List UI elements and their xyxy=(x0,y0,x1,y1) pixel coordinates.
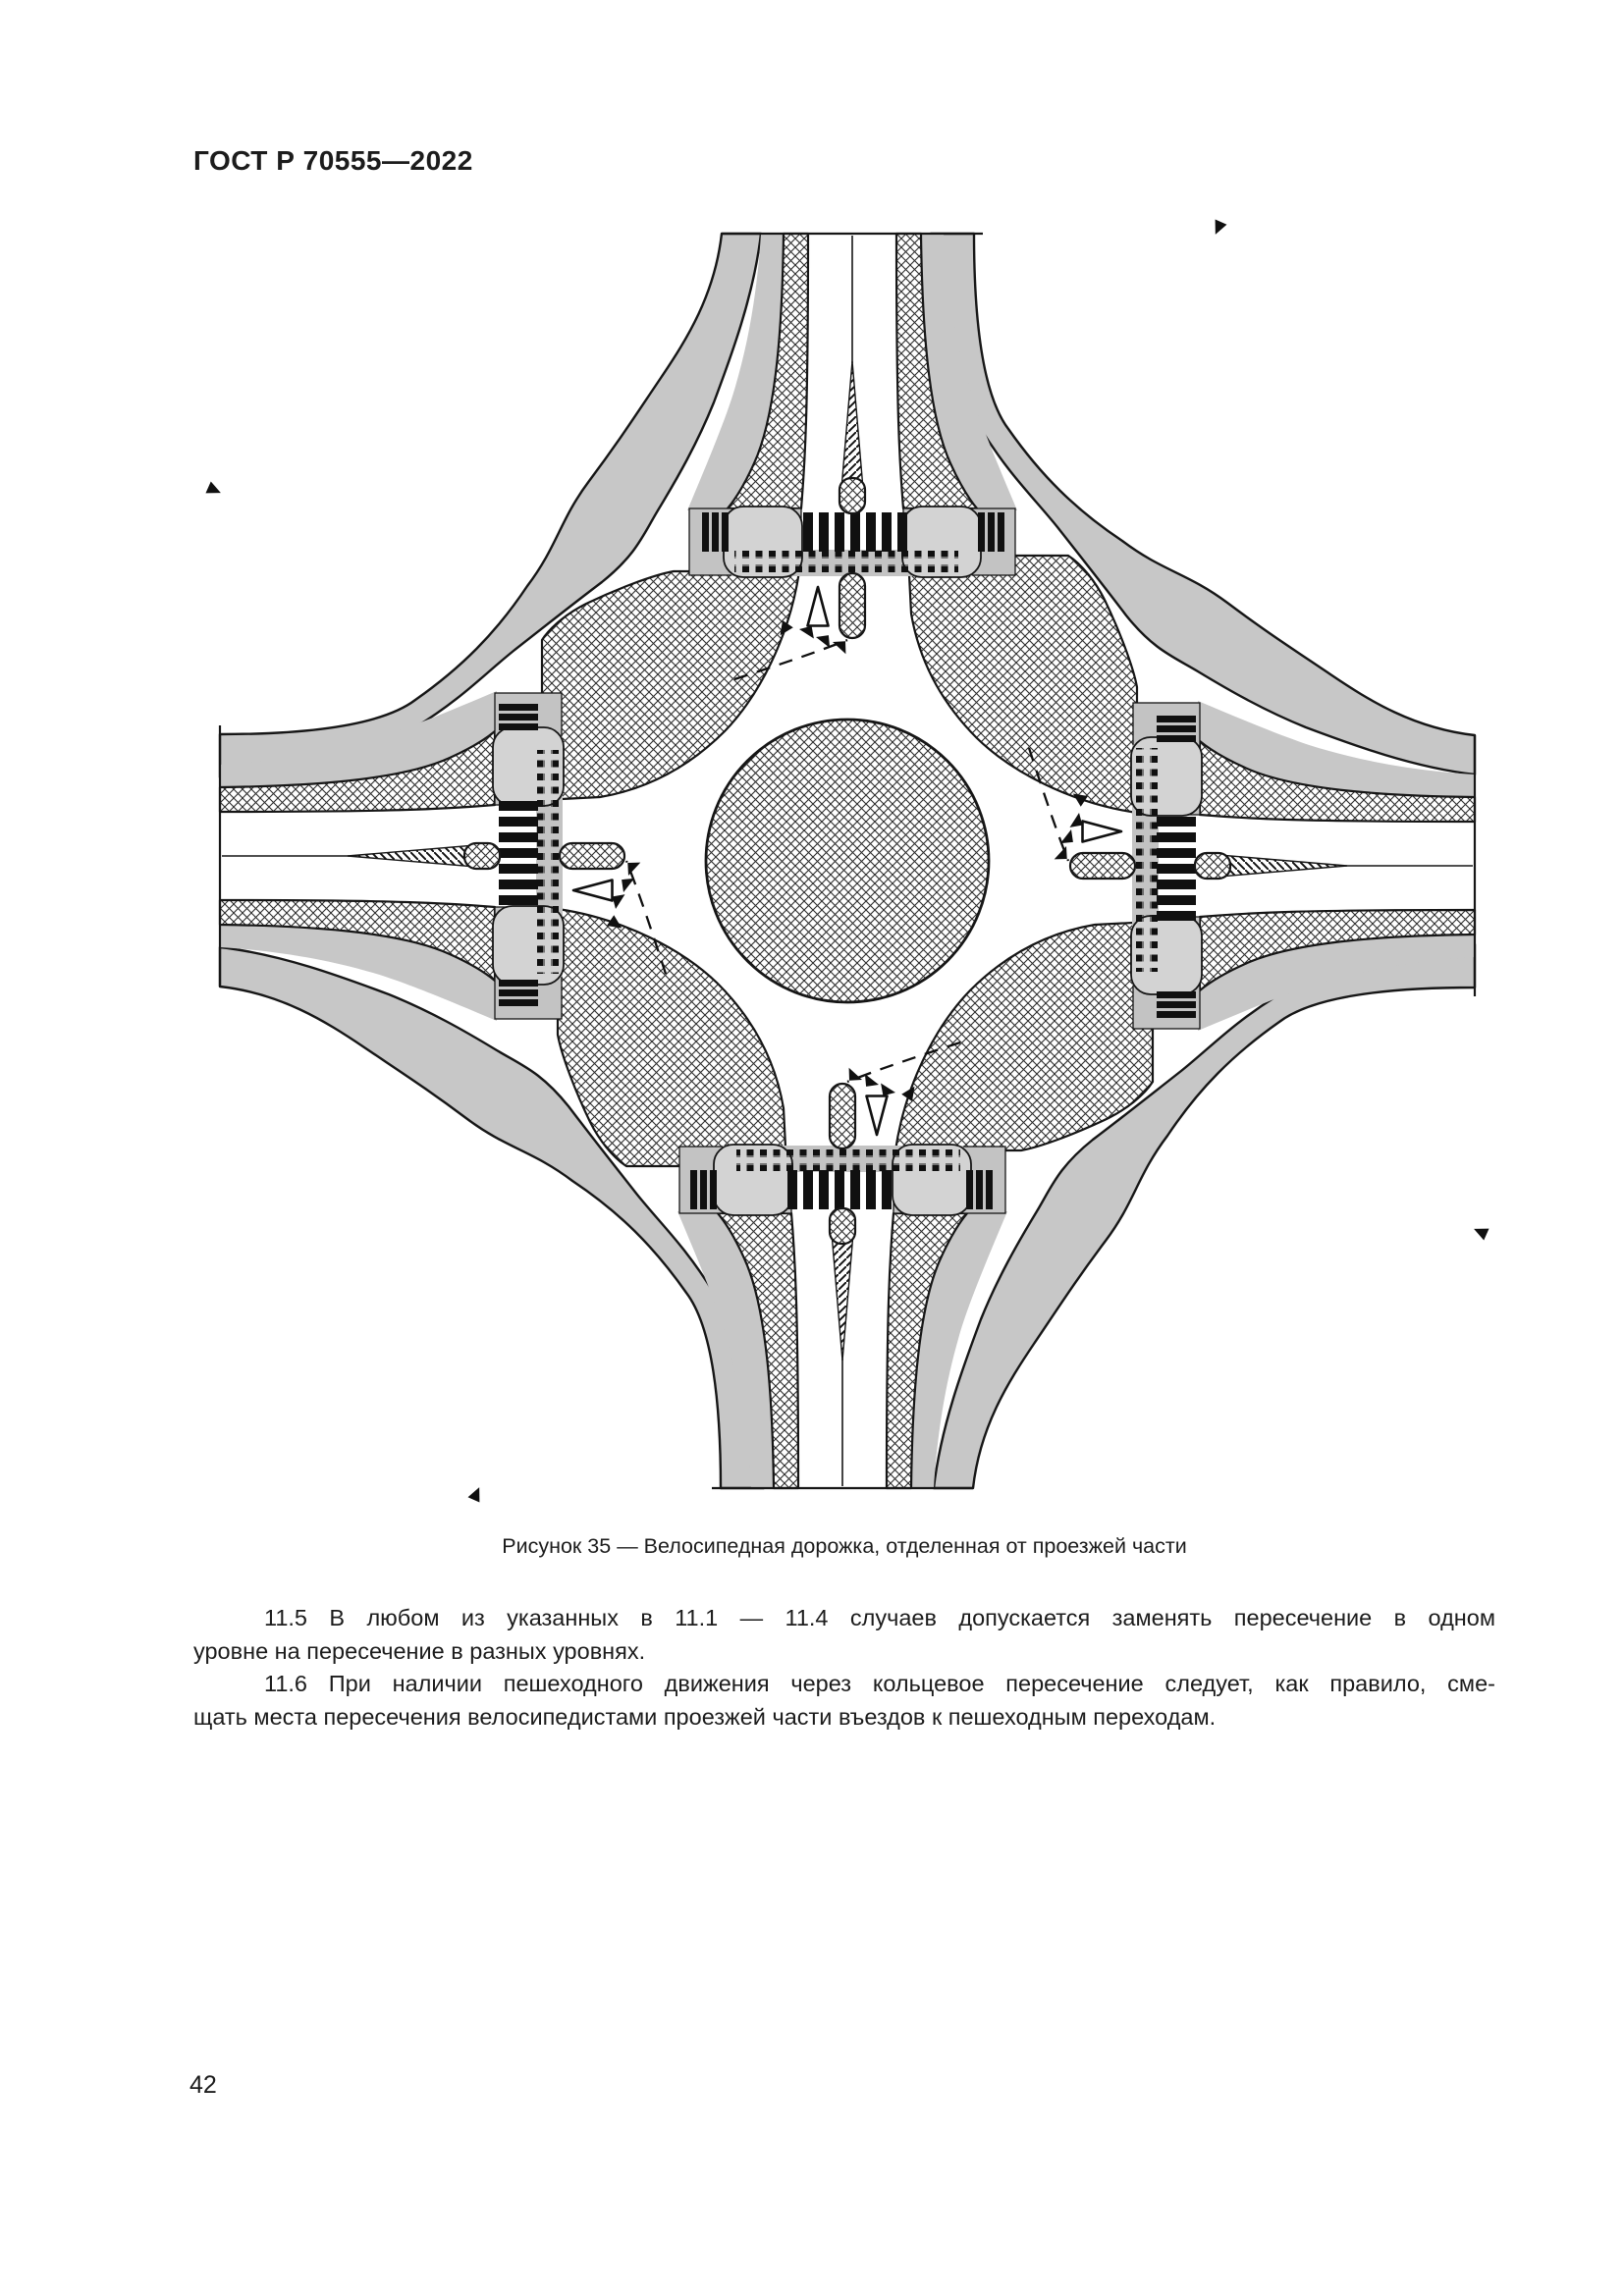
central-island xyxy=(706,720,989,1002)
figure-caption: Рисунок 35 — Велосипедная дорожка, отделенная от проезжей части xyxy=(502,1534,1187,1558)
paragraph-11-5-line-1: 11.5 В любом из указанных в 11.1 — 11.4 случаев допускается заменять пересечение в одном xyxy=(264,1605,1495,1630)
page-header: ГОСТ Р 70555—2022 xyxy=(193,145,473,176)
paragraph-11-6-line-2: щать места пересечения велосипедистами проезжей части въездов к пешеходным переходам. xyxy=(193,1703,1217,1730)
paragraph-11-5-line-2: уровне на пересечение в разных уровнях. xyxy=(193,1637,646,1664)
body-text xyxy=(193,1602,1495,1734)
paragraph-11-6-line-1: 11.6 При наличии пешеходного движения через кольцевое пересечение следует, как правило, сме- xyxy=(264,1671,1495,1696)
page-number: 42 xyxy=(189,2071,217,2099)
